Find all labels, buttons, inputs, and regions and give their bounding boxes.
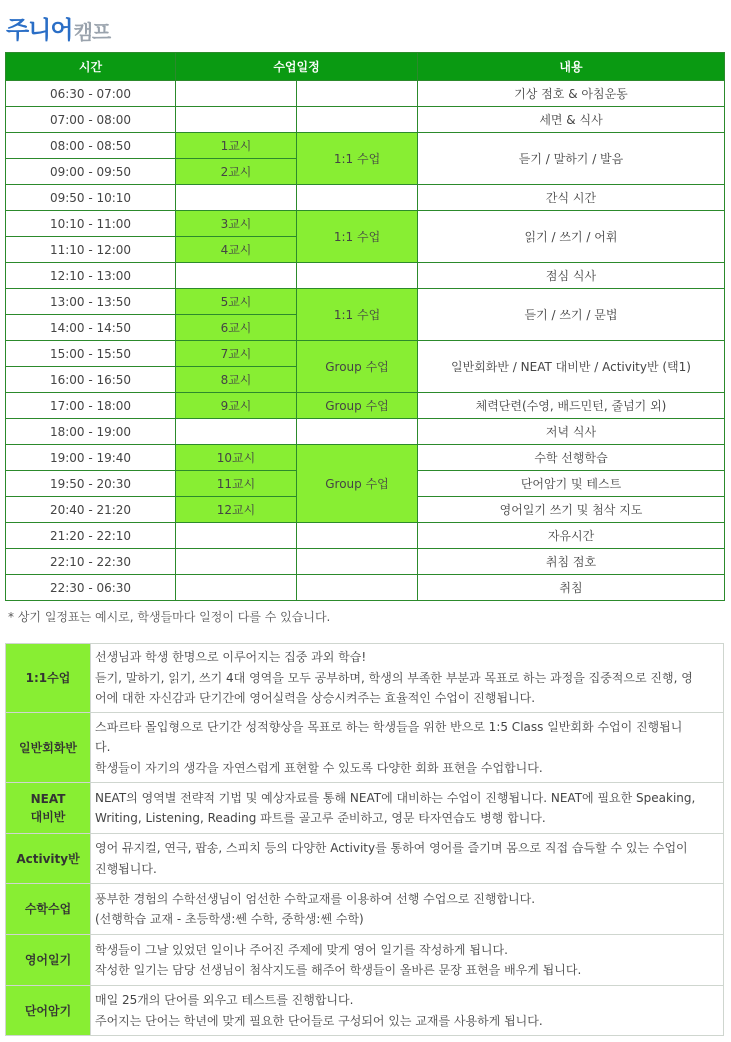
time-cell: 10:10 - 11:00 <box>6 211 176 237</box>
period-cell <box>176 419 297 445</box>
table-row <box>6 523 725 549</box>
period-cell <box>176 107 297 133</box>
time-cell: 12:10 - 13:00 <box>6 263 176 289</box>
header-content: 내용 <box>418 53 725 81</box>
description-table <box>5 643 724 1036</box>
content-cell: 일반회화반 / NEAT 대비반 / Activity반 (택1) <box>418 341 725 393</box>
content-cell: 취침 <box>418 575 725 601</box>
description-row <box>6 783 724 834</box>
class-cell: Group 수업 <box>297 445 418 523</box>
schedule-note: * 상기 일정표는 예시로, 학생들마다 일정이 다를 수 있습니다. <box>8 610 331 624</box>
content-cell: 읽기 / 쓰기 / 어휘 <box>418 211 725 263</box>
period-cell: 5교시 <box>176 289 297 315</box>
period-cell: 12교시 <box>176 497 297 523</box>
time-cell: 09:00 - 09:50 <box>6 159 176 185</box>
time-cell: 19:50 - 20:30 <box>6 471 176 497</box>
period-cell: 9교시 <box>176 393 297 419</box>
logo-text-main: 주니어 <box>6 16 73 44</box>
period-cell <box>176 549 297 575</box>
period-cell: 6교시 <box>176 315 297 341</box>
time-cell: 13:00 - 13:50 <box>6 289 176 315</box>
description-row <box>6 986 724 1036</box>
period-cell <box>176 263 297 289</box>
description-key: 일반회화반 <box>6 713 91 783</box>
time-cell: 08:00 - 08:50 <box>6 133 176 159</box>
description-row <box>6 713 724 783</box>
time-cell: 18:00 - 19:00 <box>6 419 176 445</box>
table-row <box>6 393 725 419</box>
time-cell: 15:00 - 15:50 <box>6 341 176 367</box>
class-cell: 1:1 수업 <box>297 211 418 263</box>
period-cell <box>176 575 297 601</box>
content-cell: 세면 & 식사 <box>418 107 725 133</box>
table-row <box>6 289 725 315</box>
table-row <box>6 419 725 445</box>
time-cell: 14:00 - 14:50 <box>6 315 176 341</box>
content-cell: 점심 식사 <box>418 263 725 289</box>
content-cell: 듣기 / 쓰기 / 문법 <box>418 289 725 341</box>
content-cell: 취침 점호 <box>418 549 725 575</box>
logo-text-sub: 캠프 <box>73 20 111 44</box>
time-cell: 06:30 - 07:00 <box>6 81 176 107</box>
description-row <box>6 935 724 986</box>
period-cell: 3교시 <box>176 211 297 237</box>
period-cell <box>176 523 297 549</box>
description-key: 영어일기 <box>6 935 91 986</box>
description-text: NEAT의 영역별 전략적 기법 및 예상자료를 통해 NEAT에 대비하는 수업이 진행됩니다. NEAT에 필요한 Speaking, Writing, Listening, Reading 파트를 골고루 준비하고, 영문 타자연습도 병행 합니다. <box>91 783 724 834</box>
content-cell: 영어일기 쓰기 및 첨삭 지도 <box>418 497 725 523</box>
class-cell: Group 수업 <box>297 341 418 393</box>
class-cell <box>297 575 418 601</box>
table-row <box>6 107 725 133</box>
period-cell: 8교시 <box>176 367 297 393</box>
period-cell <box>176 81 297 107</box>
content-cell: 기상 점호 & 아침운동 <box>418 81 725 107</box>
period-cell: 1교시 <box>176 133 297 159</box>
header-session: 수업일정 <box>176 53 418 81</box>
class-cell: 1:1 수업 <box>297 289 418 341</box>
description-key: 1:1수업 <box>6 644 91 713</box>
table-row <box>6 341 725 367</box>
time-cell: 20:40 - 21:20 <box>6 497 176 523</box>
class-cell <box>297 263 418 289</box>
description-key: 수학수업 <box>6 884 91 935</box>
description-key: Activity반 <box>6 834 91 884</box>
description-key: 단어암기 <box>6 986 91 1036</box>
table-row <box>6 185 725 211</box>
description-text: 스파르타 몰입형으로 단기간 성적향상을 목표로 하는 학생들을 위한 반으로 1:5 Class 일반회화 수업이 진행됩니 다. 학생들이 자기의 생각을 자연스럽게 표현할 수 있도록 다양한 회화 표현을 수업합니다. <box>91 713 724 783</box>
table-row <box>6 445 725 471</box>
logo <box>6 6 110 42</box>
class-cell <box>297 549 418 575</box>
table-row <box>6 81 725 107</box>
time-cell: 19:00 - 19:40 <box>6 445 176 471</box>
header-time: 시간 <box>6 53 176 81</box>
content-cell: 수학 선행학습 <box>418 445 725 471</box>
class-cell <box>297 523 418 549</box>
class-cell <box>297 107 418 133</box>
period-cell: 10교시 <box>176 445 297 471</box>
description-row <box>6 644 724 713</box>
class-cell: Group 수업 <box>297 393 418 419</box>
period-cell: 7교시 <box>176 341 297 367</box>
description-text: 풍부한 경험의 수학선생님이 엄선한 수학교재를 이용하여 선행 수업으로 진행합니다. (선행학습 교재 - 초등학생:쎈 수학, 중학생:쎈 수학) <box>91 884 724 935</box>
description-key: NEAT 대비반 <box>6 783 91 834</box>
time-cell: 09:50 - 10:10 <box>6 185 176 211</box>
class-cell <box>297 419 418 445</box>
schedule-table <box>5 52 725 601</box>
description-row <box>6 884 724 935</box>
time-cell: 22:30 - 06:30 <box>6 575 176 601</box>
content-cell: 단어암기 및 테스트 <box>418 471 725 497</box>
time-cell: 07:00 - 08:00 <box>6 107 176 133</box>
table-row <box>6 575 725 601</box>
period-cell: 11교시 <box>176 471 297 497</box>
description-text: 매일 25개의 단어를 외우고 테스트를 진행합니다. 주어지는 단어는 학년에 맞게 필요한 단어들로 구성되어 있는 교재를 사용하게 됩니다. <box>91 986 724 1036</box>
content-cell: 자유시간 <box>418 523 725 549</box>
table-row <box>6 211 725 237</box>
content-cell: 저녁 식사 <box>418 419 725 445</box>
table-row <box>6 133 725 159</box>
time-cell: 11:10 - 12:00 <box>6 237 176 263</box>
schedule-header-row <box>6 53 725 81</box>
description-row <box>6 834 724 884</box>
table-row <box>6 549 725 575</box>
content-cell: 듣기 / 말하기 / 발음 <box>418 133 725 185</box>
description-text: 영어 뮤지컬, 연극, 팝송, 스피치 등의 다양한 Activity를 통하여 영어를 즐기며 몸으로 직접 습득할 수 있는 수업이 진행됩니다. <box>91 834 724 884</box>
class-cell: 1:1 수업 <box>297 133 418 185</box>
time-cell: 16:00 - 16:50 <box>6 367 176 393</box>
description-text: 학생들이 그날 있었던 일이나 주어진 주제에 맞게 영어 일기를 작성하게 됩니다. 작성한 일기는 담당 선생님이 첨삭지도를 해주어 학생들이 올바른 문장 표현을 배우게 됩니다. <box>91 935 724 986</box>
period-cell: 2교시 <box>176 159 297 185</box>
period-cell: 4교시 <box>176 237 297 263</box>
class-cell <box>297 81 418 107</box>
time-cell: 17:00 - 18:00 <box>6 393 176 419</box>
table-row <box>6 263 725 289</box>
description-text: 선생님과 학생 한명으로 이루어지는 집중 과외 학습! 듣기, 말하기, 읽기, 쓰기 4대 영역을 모두 공부하며, 학생의 부족한 부분과 목표로 하는 과정을 집중적으로 진행, 영 어에 대한 자신감과 단기간에 영어실력을 상승시켜주는 효율적인 수업이 진행됩니다. <box>91 644 724 713</box>
time-cell: 21:20 - 22:10 <box>6 523 176 549</box>
content-cell: 간식 시간 <box>418 185 725 211</box>
content-cell: 체력단련(수영, 배드민턴, 줄넘기 외) <box>418 393 725 419</box>
class-cell <box>297 185 418 211</box>
time-cell: 22:10 - 22:30 <box>6 549 176 575</box>
period-cell <box>176 185 297 211</box>
